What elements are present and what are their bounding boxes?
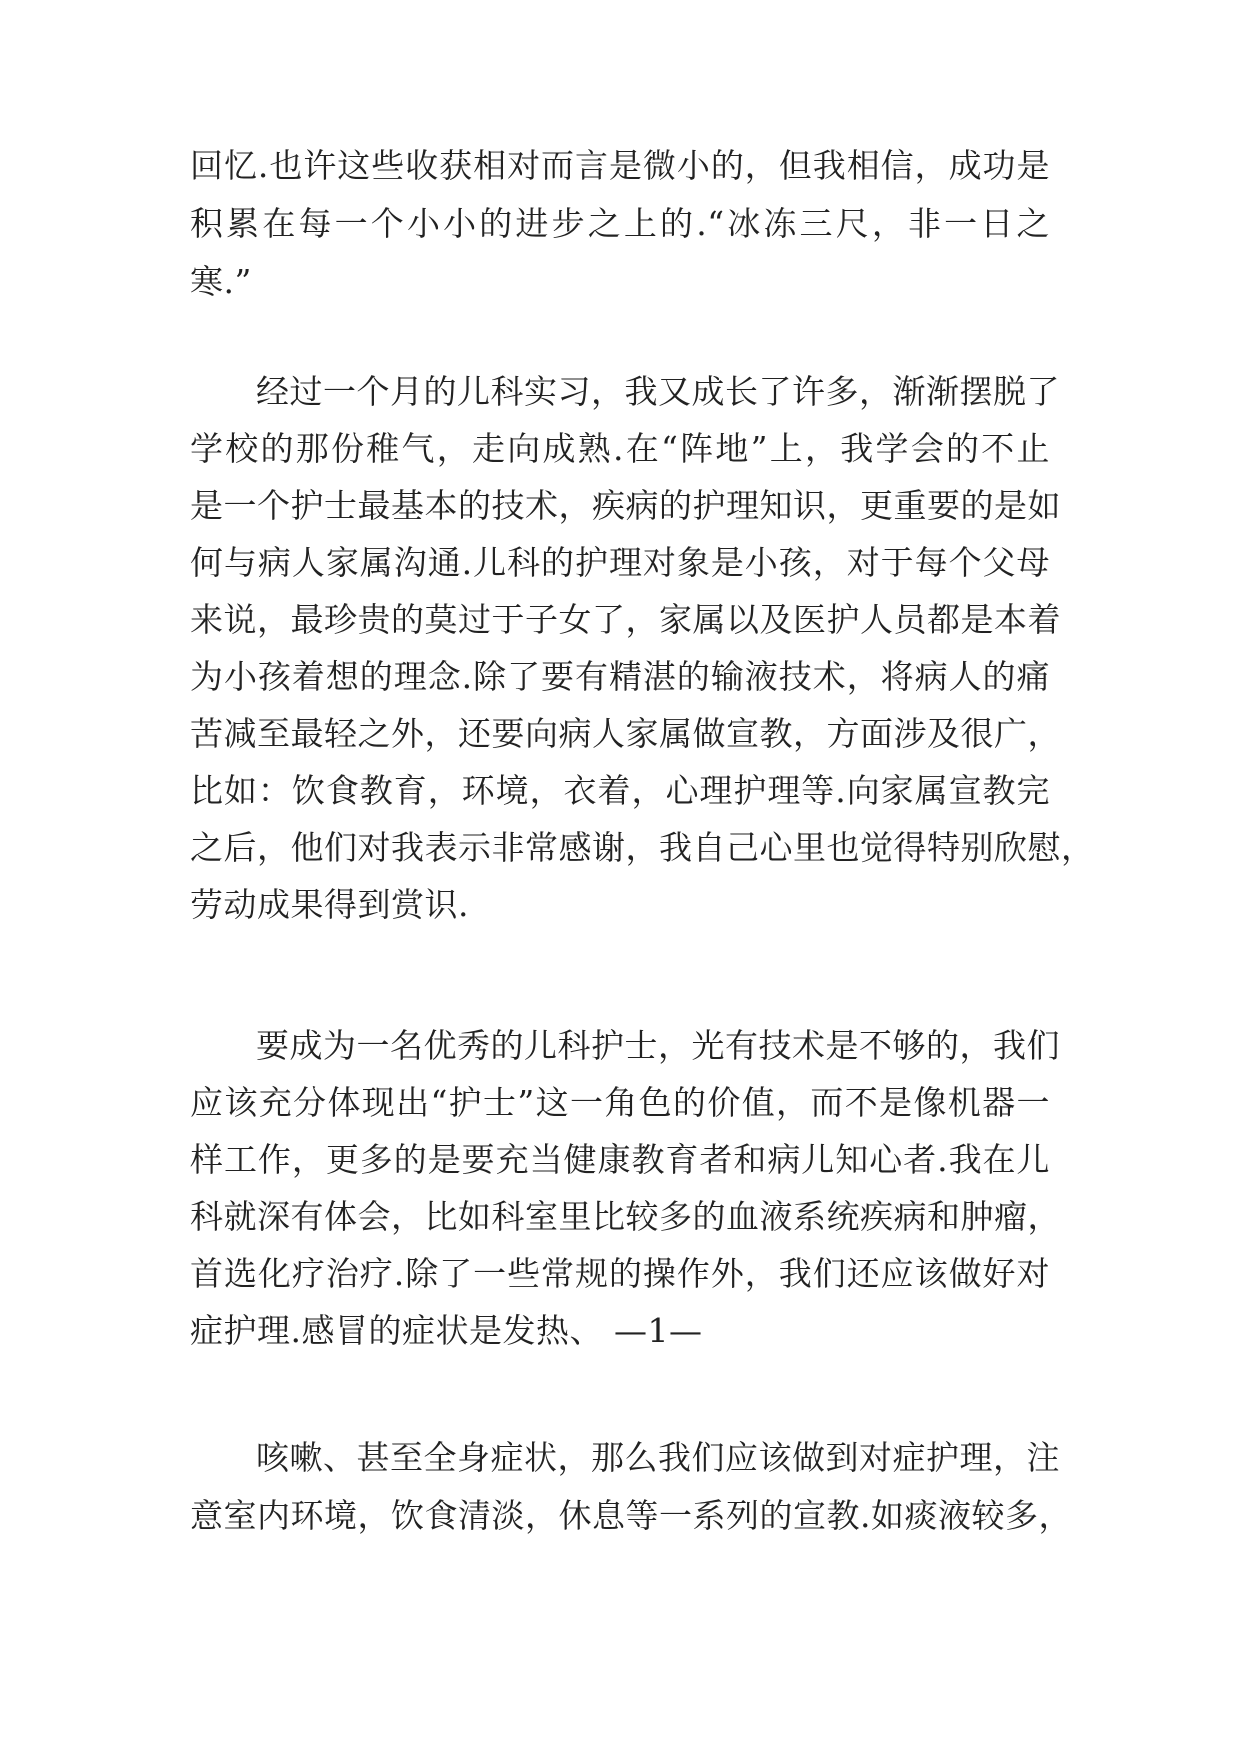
paragraph-line: 回忆.也许这些收获相对而言是微小的，但我相信，成功是	[190, 146, 1050, 185]
paragraph-line: 之后，他们对我表示非常感谢，我自己心里也觉得特别欣慰，	[190, 828, 1095, 867]
paragraph-line: 要成为一名优秀的儿科护士，光有技术是不够的，我们	[256, 1026, 1060, 1065]
paragraph-line: 学校的那份稚气，走向成熟.在“阵地”上，我学会的不止	[190, 429, 1050, 468]
paragraph-line: 积累在每一个小小的进步之上的.“冰冻三尺，非一日之	[190, 204, 1050, 243]
paragraph-line: 咳嗽、甚至全身症状，那么我们应该做到对症护理，注	[256, 1438, 1060, 1477]
paragraph-line: 首选化疗治疗.除了一些常规的操作外，我们还应该做好对	[190, 1254, 1050, 1293]
paragraph-line: 苦减至最轻之外，还要向病人家属做宣教，方面涉及很广，	[190, 714, 1061, 753]
paragraph-line: 意室内环境，饮食清淡，休息等一系列的宣教.如痰液较多，	[190, 1496, 1072, 1535]
paragraph-line: 应该充分体现出“护士”这一角色的价值，而不是像机器一	[190, 1083, 1050, 1122]
paragraph-line: 样工作，更多的是要充当健康教育者和病儿知心者.我在儿	[190, 1140, 1050, 1179]
paragraph-line: 为小孩着想的理念.除了要有精湛的输液技术，将病人的痛	[190, 657, 1050, 696]
paragraph-line: 经过一个月的儿科实习，我又成长了许多，渐渐摆脱了	[256, 372, 1060, 411]
paragraph-line: 何与病人家属沟通.儿科的护理对象是小孩，对于每个父母	[190, 543, 1050, 582]
paragraph-line: 科就深有体会，比如科室里比较多的血液系统疾病和肿瘤，	[190, 1197, 1061, 1236]
paragraph-line: 来说，最珍贵的莫过于子女了，家属以及医护人员都是本着	[190, 600, 1061, 639]
paragraph-line: 寒.”	[190, 262, 252, 301]
paragraph-line: 症护理.感冒的症状是发热、 —1—	[190, 1311, 703, 1350]
paragraph-line: 是一个护士最基本的技术，疾病的护理知识，更重要的是如	[190, 486, 1061, 525]
paragraph-line: 劳动成果得到赏识.	[190, 885, 469, 924]
paragraph-line: 比如：饮食教育，环境，衣着，心理护理等.向家属宣教完	[190, 771, 1050, 810]
